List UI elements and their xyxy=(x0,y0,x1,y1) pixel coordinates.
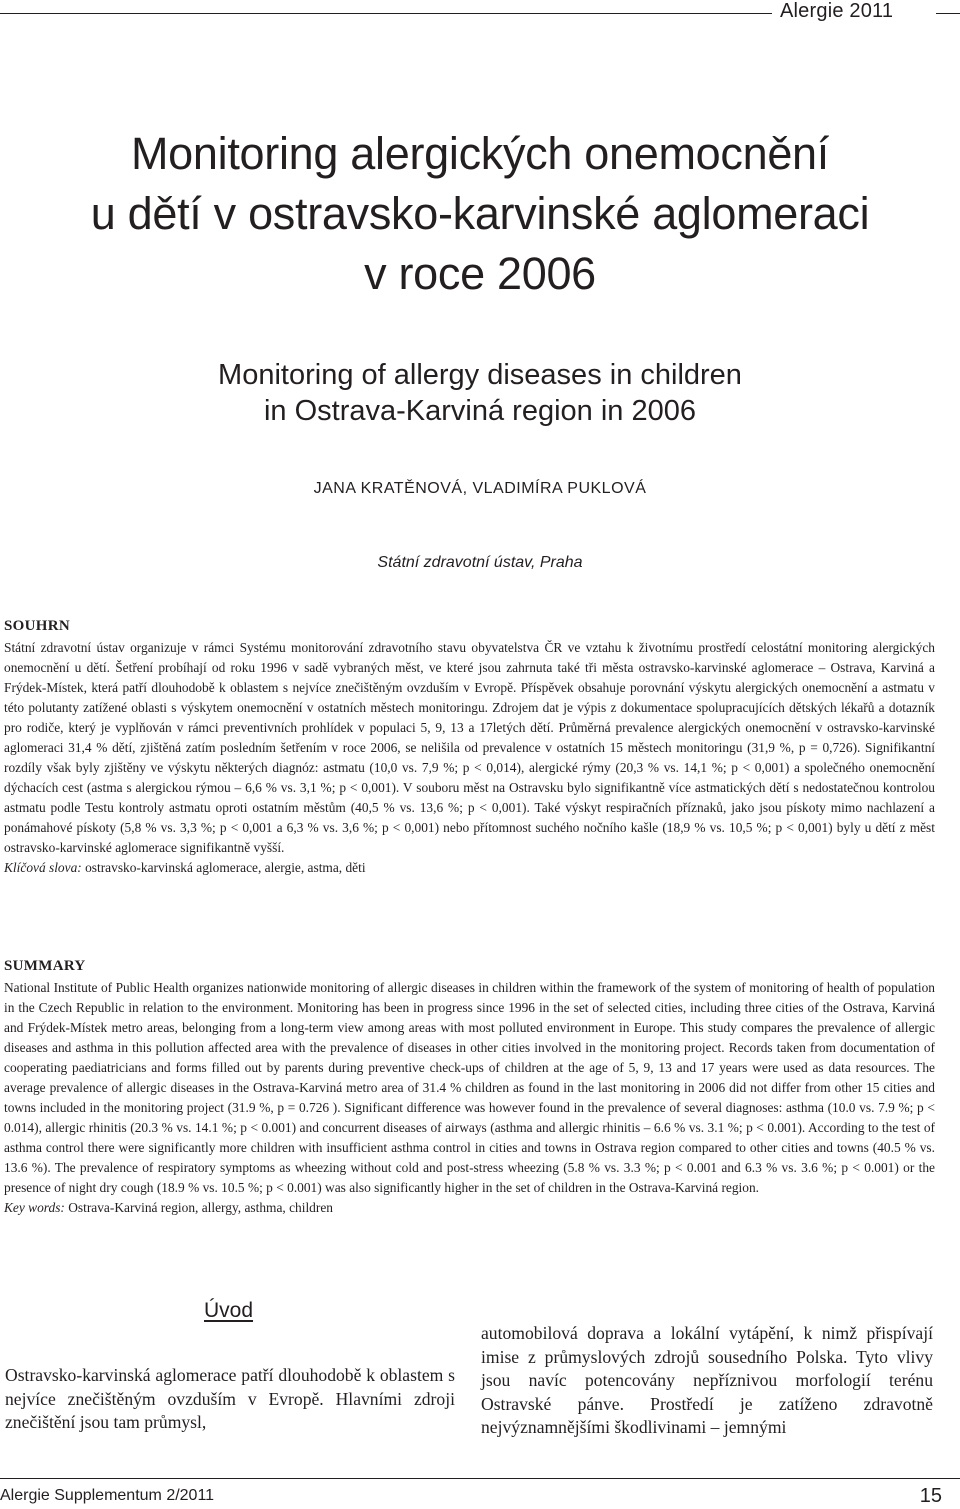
intro-column-right: automobilová doprava a lokální vytápění, k nimž přispívají imise z průmyslových zdrojů sousedního Polska. Tyto vlivy jsou navíc potencovány nepříznivou morfologií terénu Ostravské pánve. Prostředí je zatíženo zdravotně nejvýznamnějšími škodlivinami – jemnými xyxy=(481,1323,933,1437)
subtitle-line: in Ostrava-Karviná region in 2006 xyxy=(263,395,696,427)
summary-text: National Institute of Public Health organizes nationwide monitoring of allergic diseases in children within the framework of the system of monitoring of health of population in the Czech Republic in relation to the environment. Monitoring has been in progress since 1996 in the set of selected cities, including three cities of the Ostrava, Karviná and Frýdek-Místek metro areas, belonging from a long-term view among areas with most polluted environment in Europe. This study compares the prevalence of allergic diseases and asthma in this pollution affected area with the prevalence of diseases in other cities involved in the monitoring project. Records taken from documentation of cooperating paediatricians and forms filled out by parents during preventive check-ups of children at the age of 5, 9, 13 and 17 years were used as data resources. The average prevalence of allergic diseases in the Ostrava-Karviná metro area of 31.4 % children as found in the last monitoring in 2006 did not differ from other 15 cities and towns included in the monitoring project (31.9 %, p = 0.726 ). Significant difference was however found in the prevalence of several diagnoses: asthma (10.0 vs. 7.9 %; p < 0.014), allergic rhinitis (20.3 % vs. 14.1 %; p < 0.001) and concurrent diseases of airways (asthma and allergic rhinitis – 6.6 % vs. 3.1 %; p < 0.001). According to the test of asthma control there were significantly more children with insufficient asthma control in cities and towns in Ostrava region compared to other cities and towns (40.5 % vs. 13.6 %). The prevalence of respiratory symptoms as wheezing without cold and post-stress wheezing (5.8 % vs. 3.3 %; p < 0.001 and 6.3 % vs. 3.6 %; p < 0.001) or the presence of night dry cough (18.9 % vs. 10.5 %; p < 0.001) was also significantly higher in the set of children in the Ostrava-Karviná region. xyxy=(4,980,935,1195)
subtitle-line: Monitoring of allergy diseases in children xyxy=(218,359,742,391)
souhrn-heading: SOUHRN xyxy=(4,618,70,634)
affiliation: Státní zdravotní ústav, Praha xyxy=(377,554,583,571)
article-title xyxy=(40,124,920,304)
running-head: Alergie 2011 xyxy=(780,0,894,22)
keywords-label: Key words: xyxy=(4,1200,65,1215)
header-rule xyxy=(0,13,772,14)
header-rule-end xyxy=(936,13,960,14)
summary-abstract xyxy=(4,978,935,1218)
summary-keywords xyxy=(4,1198,935,1218)
summary-heading: SUMMARY xyxy=(4,958,86,974)
page-number: 15 xyxy=(919,1485,942,1507)
title-line: Monitoring alergických onemocnění xyxy=(131,128,829,179)
souhrn-abstract xyxy=(4,638,935,878)
keywords-value: ostravsko-karvinská aglomerace, alergie, astma, děti xyxy=(85,860,366,875)
title-line: v roce 2006 xyxy=(364,248,596,299)
footer-rule xyxy=(0,1478,960,1479)
article-subtitle xyxy=(40,357,920,429)
footer-journal: Alergie Supplementum 2/2011 xyxy=(0,1487,215,1504)
authors: JANA KRATĚNOVÁ, VLADIMÍRA PUKLOVÁ xyxy=(313,480,647,497)
section-heading-uvod: Úvod xyxy=(204,1299,254,1322)
souhrn-keywords xyxy=(4,858,935,878)
intro-column-left: Ostravsko-karvinská aglomerace patří dlouhodobě k oblastem s nejvíce znečištěným ovzduším v Evropě. Hlavními zdroji znečištění jsou tam průmysl, xyxy=(5,1365,455,1432)
souhrn-text: Státní zdravotní ústav organizuje v rámci Systému monitorování zdravotního stavu obyvatelstva ČR ve vztahu k životnímu prostředí celostátní monitoring alergických onemocnění u dětí. Šetření probíhají od roku 1996 v sadě vybraných měst, ve které jsou zahrnuta také tři města ostravsko-karvinské aglomerace – Ostrava, Karviná a Frýdek-Místek, která patří dlouhodobě k oblastem s nejvíce znečištěným ovzduším v Evropě. Příspěvek obsahuje porovnání výskytu alergických onemocnění a astmatu v této polutanty zatížené oblasti s výskytem onemocnění v ostatních městech monitoringu. Zdrojem dat je výpis z dokumentace spolupracujících dětských lékařů a dotazník pro rodiče, který je vyplňován v rámci preventivních prohlídek v populaci 5, 9, 13 a 17letých dětí. Průměrná prevalence alergických onemocnění v ostravsko-karvinské aglomeraci 31,4 % dětí, zjištěná zatím posledním šetřením v roce 2006, se nelišila od prevalence v ostatních 15 městech monitoringu (31,9 %, p = 0,726). Signifikantní rozdíly však byly zjištěny ve výskytu některých diagnóz: astmatu (10,0 vs. 7,9 %; p < 0,014), alergické rýmy (20,3 % vs. 14,1 %; p < 0,001) a společného onemocnění dýchacích cest (astma s alergickou rýmou – 6,6 % vs. 3,1 %; p < 0,001). V souboru měst na Ostravsku bylo signifikantně více astmatických dětí s nedostatečnou kontrolou astmatu podle Testu kontroly astmatu oproti ostatním městům (40,5 % vs. 13,6 %; p < 0,001). Také výskyt respiračních příznaků, jako jsou pískoty mimo nachlazení a ponámahové pískoty (5,8 % vs. 3,3 %; p < 0,001 a 6,3 % vs. 3,6 %; p < 0,001) nebo přítomnost suchého nočního kašle (18,9 % vs. 10,5 %; p < 0,001) byly u dětí z měst ostravsko-karvinské aglomerace signifikantně vyšší. xyxy=(4,640,935,855)
title-line: u dětí v ostravsko-karvinské aglomeraci xyxy=(90,188,870,239)
keywords-label: Klíčová slova: xyxy=(4,860,82,875)
keywords-value: Ostrava-Karviná region, allergy, asthma, children xyxy=(68,1200,333,1215)
